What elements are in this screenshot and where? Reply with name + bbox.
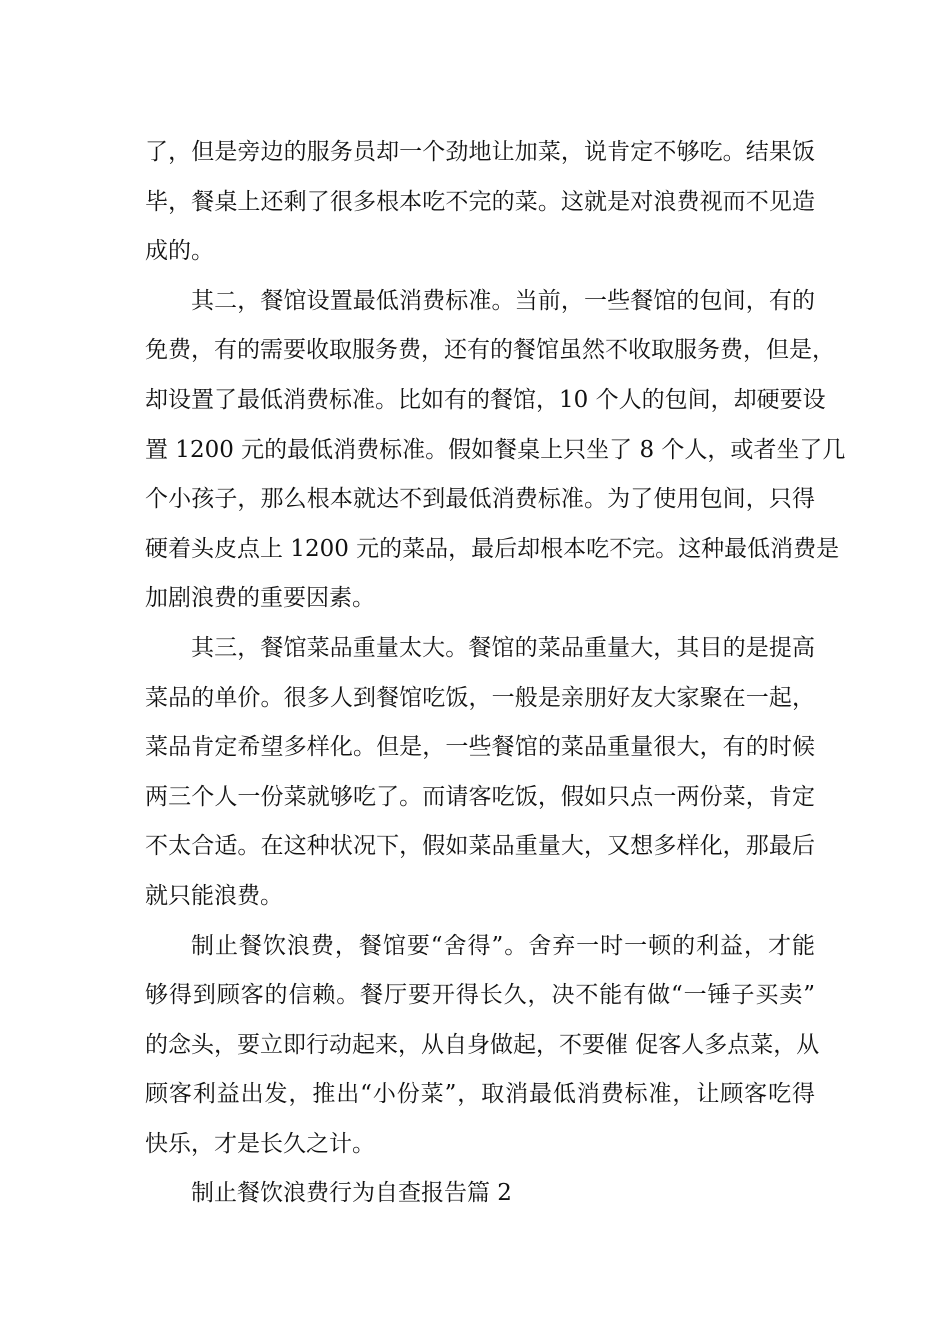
text-line: 成的。 bbox=[145, 238, 214, 265]
text-line: 菜品肯定希望多样化。但是，一些餐馆的菜品重量很大，有的时候 bbox=[145, 734, 815, 761]
section-heading: 制止餐饮浪费行为自查报告篇 2 bbox=[191, 1180, 512, 1207]
text-line: 却设置了最低消费标准。比如有的餐馆，10 个人的包间，却硬要设 bbox=[145, 386, 826, 413]
text-line: 顾客利益出发，推出“小份菜”，取消最低消费标准，让顾客吃得 bbox=[145, 1081, 815, 1108]
text-line: 的念头，要立即行动起来，从自身做起，不要催 促客人多点菜，从 bbox=[145, 1031, 820, 1058]
paragraph-first-line: 制止餐饮浪费，餐馆要“舍得”。舍弃一时一顿的利益，才能 bbox=[191, 932, 815, 959]
text-line: 两三个人一份菜就够吃了。而请客吃饭，假如只点一两份菜，肯定 bbox=[145, 783, 815, 810]
text-line: 菜品的单价。很多人到餐馆吃饭，一般是亲朋好友大家聚在一起， bbox=[145, 684, 815, 711]
text-line: 加剧浪费的重要因素。 bbox=[145, 585, 375, 612]
text-line: 个小孩子，那么根本就达不到最低消费标准。为了使用包间，只得 bbox=[145, 486, 815, 513]
text-line: 免费，有的需要收取服务费，还有的餐馆虽然不收取服务费，但是， bbox=[145, 337, 835, 364]
text-line: 够得到顾客的信赖。餐厅要开得长久，决不能有做“一锤子买卖” bbox=[145, 982, 815, 1009]
text-line: 快乐，才是长久之计。 bbox=[145, 1130, 375, 1157]
text-line: 硬着头皮点上 1200 元的菜品，最后却根本吃不完。这种最低消费是 bbox=[145, 535, 840, 562]
paragraph-first-line: 其三，餐馆菜品重量太大。餐馆的菜品重量大，其目的是提高 bbox=[191, 634, 815, 661]
text-line: 了，但是旁边的服务员却一个劲地让加菜，说肯定不够吃。结果饭 bbox=[145, 139, 815, 165]
document-body bbox=[145, 128, 846, 1219]
text-line: 置 1200 元的最低消费标准。假如餐桌上只坐了 8 个人，或者坐了几 bbox=[145, 436, 846, 463]
text-line: 就只能浪费。 bbox=[145, 882, 283, 909]
text-line: 不太合适。在这种状况下，假如菜品重量大，又想多样化，那最后 bbox=[145, 833, 815, 860]
paragraph-first-line: 其二，餐馆设置最低消费标准。当前，一些餐馆的包间，有的 bbox=[191, 287, 815, 314]
text-line: 毕，餐桌上还剩了很多根本吃不完的菜。这就是对浪费视而不见造 bbox=[145, 188, 815, 215]
